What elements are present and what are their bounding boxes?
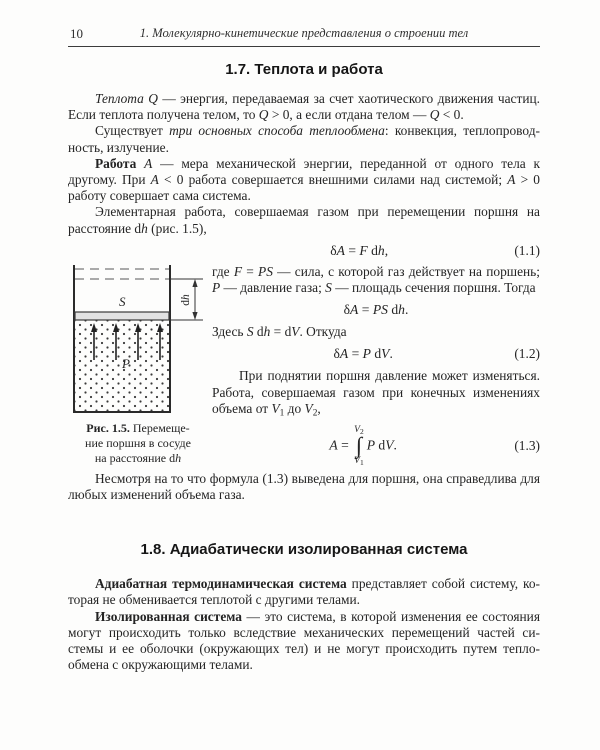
dh-label: dh bbox=[180, 294, 192, 306]
paragraph-where-force: где F = PS — сила, с которой газ действует на поршень; P — давление газа; S — площадь сечения поршня. Тогда bbox=[212, 263, 541, 296]
equation-1-2-formula: δA = P dV. bbox=[333, 346, 393, 362]
paragraph-piston-lift: При поднятии поршня давление может изменяться. Работа, совершаемая газом при конечных изменениях объема от $V_1$ до $V_2$, bbox=[212, 368, 540, 419]
equation-1-1-formula: δA = F dh, bbox=[330, 242, 389, 258]
paragraph-heat-exchange: Существует три основных способа теплообмена: конвекция, теплопроводность, излучение. bbox=[68, 123, 540, 155]
integral-sign-with-limits bbox=[354, 426, 364, 467]
piston-area-label: S bbox=[119, 293, 126, 309]
running-head: 1. Молекулярно-кинетические представления о строении тел bbox=[139, 26, 469, 40]
integral-glyph: ∫ bbox=[355, 433, 363, 459]
section-title-1-7: 1.7. Теплота и работа bbox=[225, 61, 383, 78]
piston-vessel-diagram bbox=[72, 264, 207, 414]
equation-1-1 bbox=[204, 243, 540, 259]
paragraph-work-definition: Работа A — мера механической энергии, переданной от одного тела к другому. При A < 0 работа совершается внешними силами над системой; A > 0 работу совершает сама система. bbox=[68, 155, 540, 204]
equation-ps-dh-formula: δA = PS dh. bbox=[343, 302, 409, 318]
wrapped-text-column bbox=[208, 264, 540, 471]
equation-1-3 bbox=[212, 426, 540, 467]
equation-1-3-lhs: A = bbox=[329, 437, 353, 453]
equation-1-3-number: (1.3) bbox=[514, 438, 540, 454]
page-number: 10 bbox=[70, 26, 83, 41]
figure-and-text-block bbox=[68, 264, 540, 471]
integral-upper-limit: $V_2$ bbox=[354, 424, 364, 436]
piston bbox=[75, 312, 169, 320]
paragraph-adiabatic-system: Адиабатная термодинамическая система представляет собой систему, которая не обменивается теплотой с другими телами. bbox=[68, 576, 541, 608]
paragraph-isolated-system: Изолированная система — это система, в которой изменения ее состояния могут происходить только вследствие механических перемещений частей системы и ее оболочки (окружающих тел) и не могут происходить путем теплообмена с окружающими телами. bbox=[68, 608, 540, 673]
gas-pressure-label: P bbox=[122, 355, 130, 371]
equation-1-3-rhs: P dV. bbox=[366, 437, 397, 453]
paragraph-despite-formula: Несмотря на то что формула (1.3) выведена для поршня, она справедлива для любых изменений объема газа. bbox=[68, 470, 540, 502]
page-header bbox=[68, 26, 540, 47]
paragraph-here-sdh: Здесь S dh = dV. Откуда bbox=[212, 324, 347, 340]
equation-1-3-formula bbox=[212, 426, 514, 467]
equation-1-2 bbox=[212, 346, 540, 362]
paragraph-heat-definition: Теплота Q — энергия, передаваемая за счет хаотического движения частиц. Если теплота получена телом, то Q > 0, а если отдана телом — Q < 0. bbox=[68, 91, 540, 123]
paragraph-elementary-work: Элементарная работа, совершаемая газом при перемещении поршня на расстояние dh (рис. 1.5), bbox=[68, 204, 540, 236]
equation-1-2-number: (1.2) bbox=[514, 346, 540, 362]
figure-caption: Рис. 1.5. Перемеще- ние поршня в сосуде на расстояние dh bbox=[85, 420, 191, 465]
integral-lower-limit: $V_1$ bbox=[354, 456, 364, 468]
equation-ps-dh bbox=[212, 302, 540, 318]
figure-1-5 bbox=[68, 264, 208, 471]
equation-1-1-number: (1.1) bbox=[514, 242, 540, 258]
section-title-1-8: 1.8. Адиабатически изолированная система bbox=[140, 541, 468, 559]
